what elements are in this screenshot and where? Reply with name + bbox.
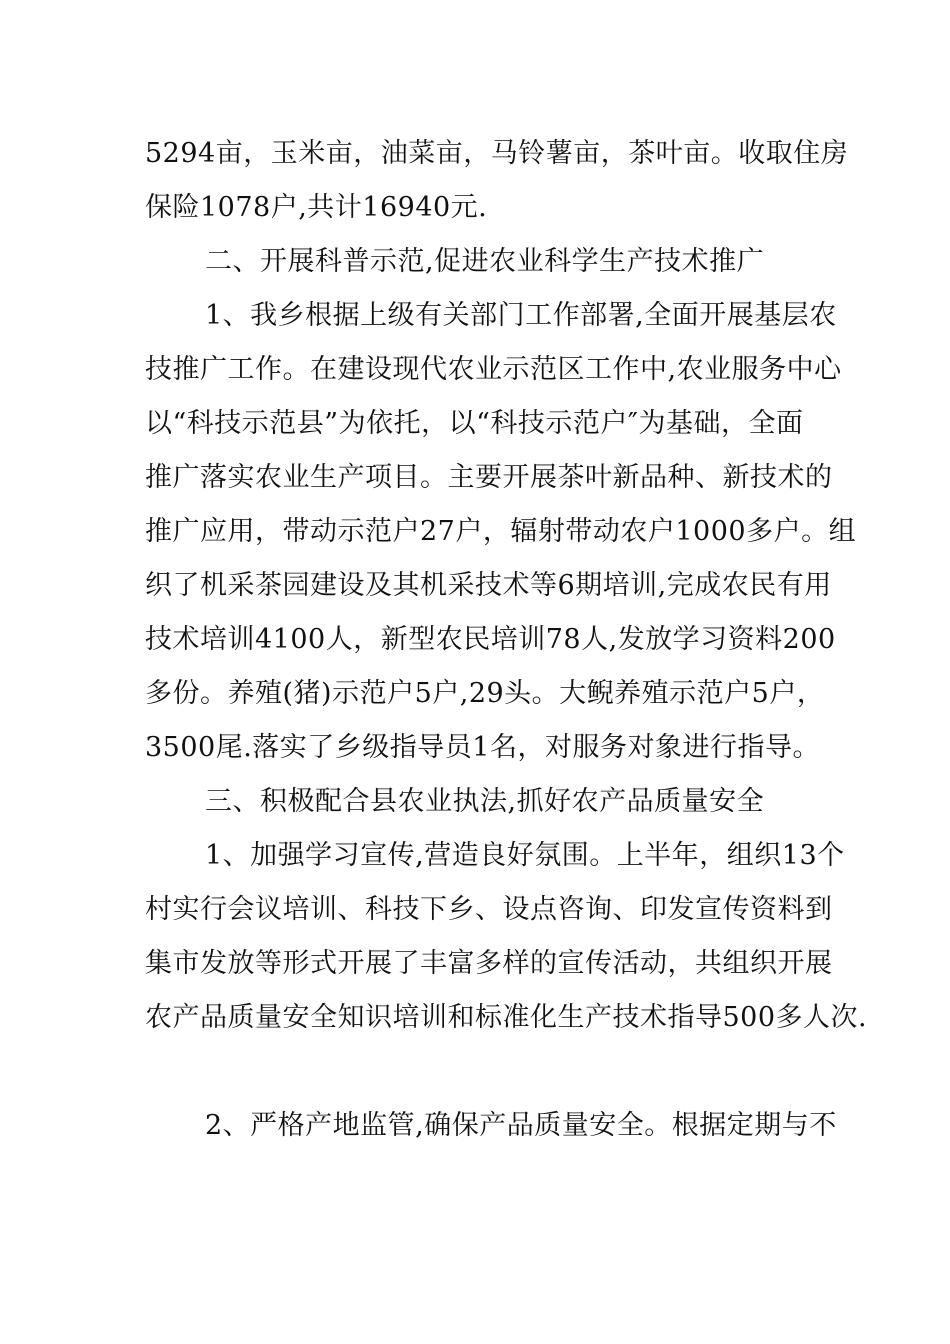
body-text-line: 村实行会议培训、科技下乡、设点咨询、印发宣传资料到 — [145, 894, 833, 925]
body-text-line: 保险1078户,共计16940元. — [145, 192, 488, 223]
body-text-line: 集市发放等形式开展了丰富多样的宣传活动，共组织开展 — [145, 948, 833, 979]
body-text-line: 3500尾.落实了乡级指导员1名，对服务对象进行指导。 — [145, 732, 820, 763]
paragraph-start-line: 2、严格产地监管,确保产品质量安全。根据定期与不 — [205, 1110, 837, 1141]
body-text-line: 技术培训4100人，新型农民培训78人,发放学习资料200 — [145, 624, 836, 655]
body-text-line: 农产品质量安全知识培训和标准化生产技术指导500多人次. — [145, 1002, 868, 1033]
body-text-line: 技推广工作。在建设现代农业示范区工作中,农业服务中心 — [145, 354, 842, 385]
body-text-line: 推广落实农业生产项目。主要开展茶叶新品种、新技术的 — [145, 462, 833, 493]
section-heading: 三、积极配合县农业执法,抓好农产品质量安全 — [205, 786, 765, 817]
body-text-line: 以“科技示范县”为依托，以“科技示范户″为基础，全面 — [145, 408, 804, 439]
body-text-line: 推广应用，带动示范户27户，辐射带动农户1000多户。组 — [145, 516, 857, 547]
section-heading: 二、开展科普示范,促进农业科学生产技术推广 — [205, 246, 765, 277]
body-text-line: 5294亩，玉米亩，油菜亩，马铃薯亩，茶叶亩。收取住房 — [145, 138, 849, 169]
paragraph-start-line: 1、我乡根据上级有关部门工作部署,全面开展基层农 — [205, 300, 837, 331]
paragraph-start-line: 1、加强学习宣传,营造良好氛围。上半年，组织13个 — [205, 840, 845, 871]
body-text-line: 多份。养殖(猪)示范户5户,29头。大鲵养殖示范户5户， — [145, 678, 825, 709]
body-text-line: 织了机采茶园建设及其机采技术等6期培训,完成农民有用 — [145, 570, 832, 601]
